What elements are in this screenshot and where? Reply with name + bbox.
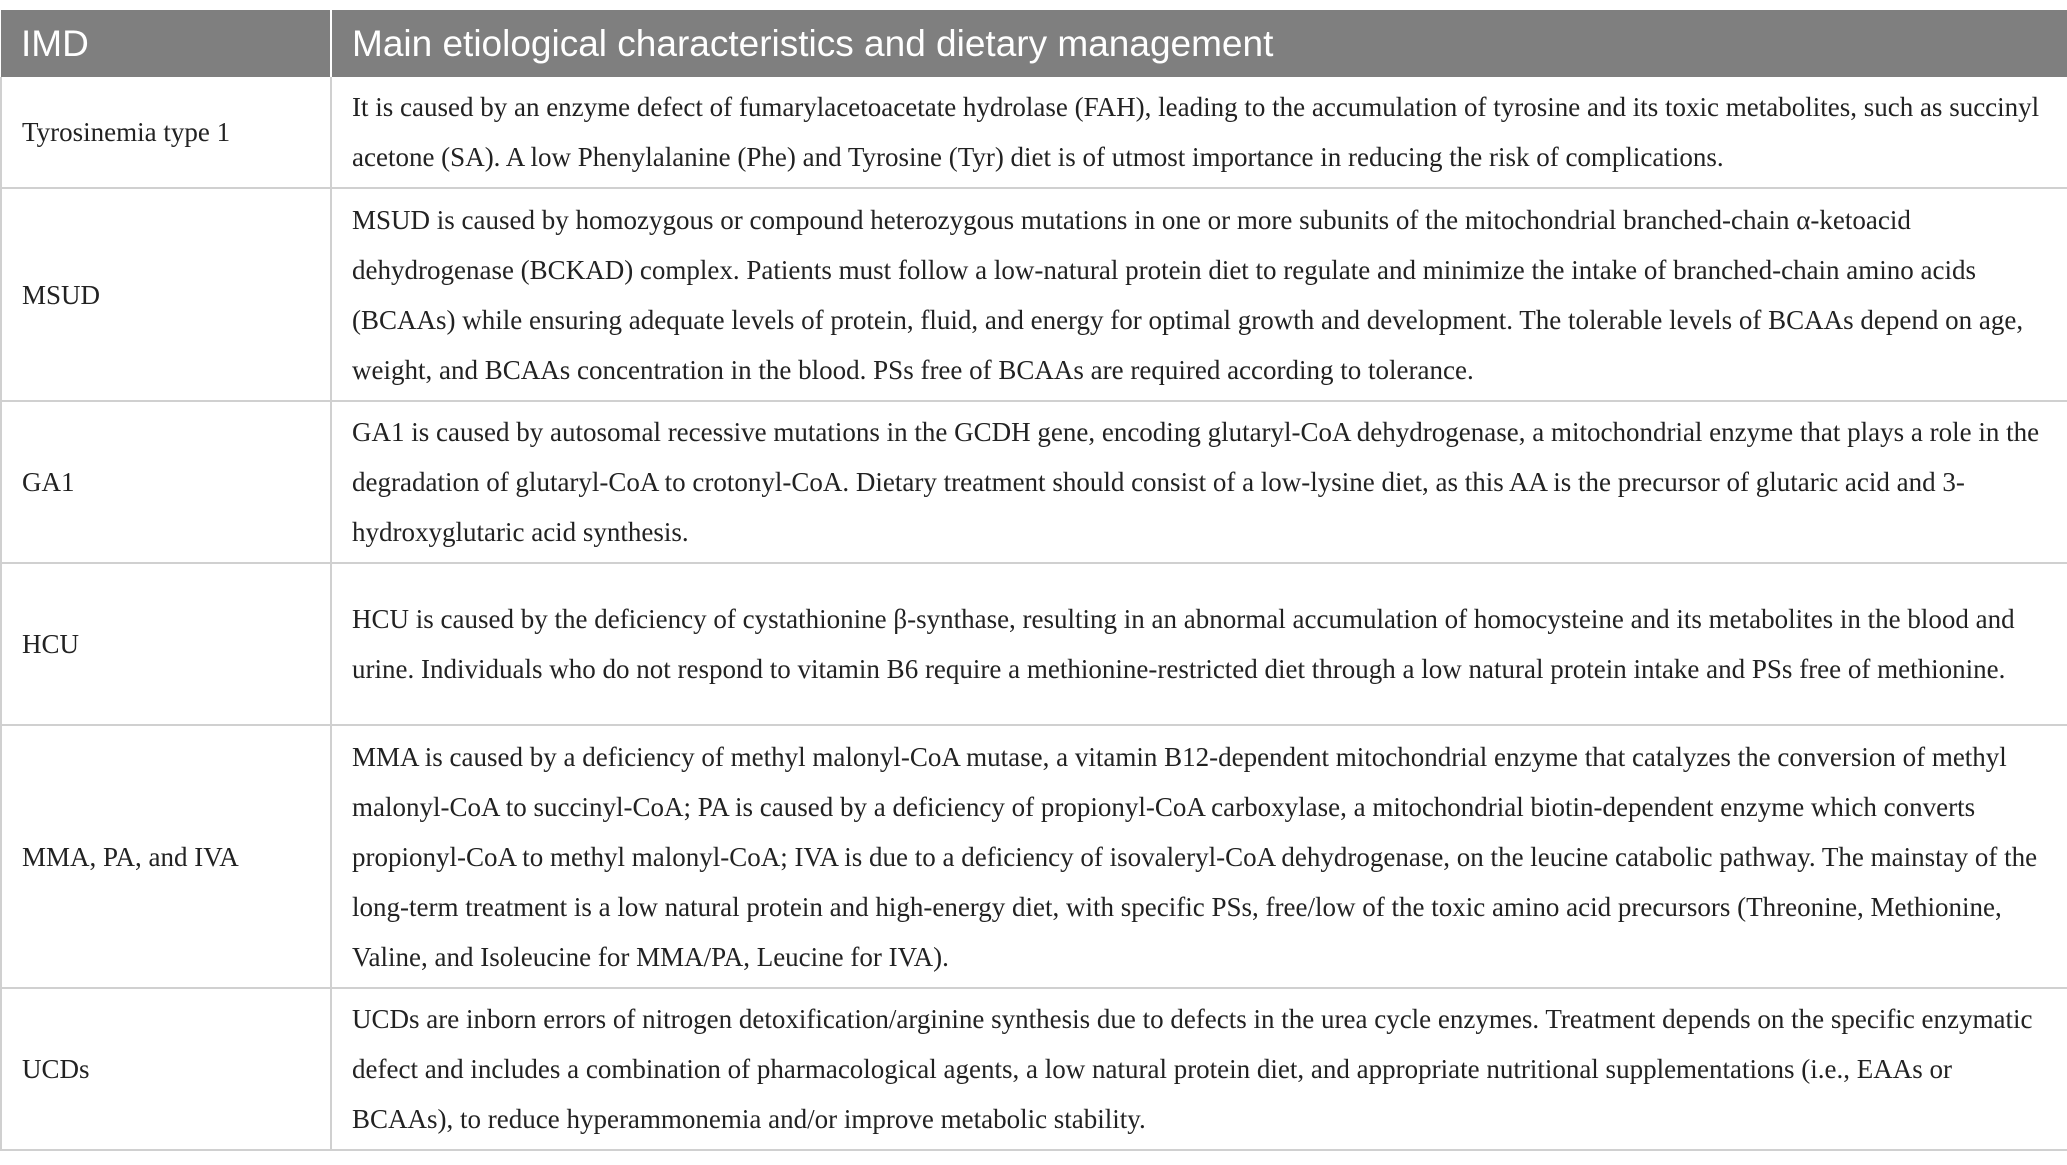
cell-description: GA1 is caused by autosomal recessive mutations in the GCDH gene, encoding glutaryl-CoA dehydrogenase, a mitochondrial enzyme that plays a role in the degradation of glutaryl-CoA to crotonyl-CoA. Dietary treatment should consist of a low-lysine diet, as this AA is the precursor of glutaric acid and 3-hydroxyglutaric acid synthesis. [331,401,2067,563]
header-imd: IMD [1,10,331,77]
cell-imd: GA1 [1,401,331,563]
cell-description: MMA is caused by a deficiency of methyl malonyl-CoA mutase, a vitamin B12-dependent mitochondrial enzyme that catalyzes the conversion of methyl malonyl-CoA to succinyl-CoA; PA is caused by a deficiency of propionyl-CoA carboxylase, a mitochondrial biotin-dependent enzyme which converts propionyl-CoA to methyl malonyl-CoA; IVA is due to a deficiency of isovaleryl-CoA dehydrogenase, on the leucine catabolic pathway. The mainstay of the long-term treatment is a low natural protein and high-energy diet, with specific PSs, free/low of the toxic amino acid precursors (Threonine, Methionine, Valine, and Isoleucine for MMA/PA, Leucine for IVA). [331,725,2067,988]
table-header [1,10,2067,77]
imd-table [0,10,2067,1151]
cell-description: MSUD is caused by homozygous or compound heterozygous mutations in one or more subunits of the mitochondrial branched-chain α-ketoacid dehydrogenase (BCKAD) complex. Patients must follow a low-natural protein diet to regulate and minimize the intake of branched-chain amino acids (BCAAs) while ensuring adequate levels of protein, fluid, and energy for optimal growth and development. The tolerable levels of BCAAs depend on age, weight, and BCAAs concentration in the blood. PSs free of BCAAs are required according to tolerance. [331,188,2067,401]
header-row [1,10,2067,77]
cell-imd: HCU [1,563,331,725]
table-row [1,563,2067,725]
cell-imd: MMA, PA, and IVA [1,725,331,988]
header-characteristics: Main etiological characteristics and dietary management [331,10,2067,77]
cell-description: It is caused by an enzyme defect of fumarylacetoacetate hydrolase (FAH), leading to the accumulation of tyrosine and its toxic metabolites, such as succinyl acetone (SA). A low Phenylalanine (Phe) and Tyrosine (Tyr) diet is of utmost importance in reducing the risk of complications. [331,77,2067,188]
table-row [1,725,2067,988]
table-body [1,77,2067,1150]
table-row [1,988,2067,1150]
table-row [1,401,2067,563]
cell-imd: MSUD [1,188,331,401]
table-row [1,188,2067,401]
cell-description: UCDs are inborn errors of nitrogen detoxification/arginine synthesis due to defects in the urea cycle enzymes. Treatment depends on the specific enzymatic defect and includes a combination of pharmacological agents, a low natural protein diet, and appropriate nutritional supplementations (i.e., EAAs or BCAAs), to reduce hyperammonemia and/or improve metabolic stability. [331,988,2067,1150]
cell-imd: Tyrosinemia type 1 [1,77,331,188]
cell-description: HCU is caused by the deficiency of cystathionine β-synthase, resulting in an abnormal accumulation of homocysteine and its metabolites in the blood and urine. Individuals who do not respond to vitamin B6 require a methionine-restricted diet through a low natural protein intake and PSs free of methionine. [331,563,2067,725]
table-row [1,77,2067,188]
cell-imd: UCDs [1,988,331,1150]
imd-table-container [0,10,2067,1151]
